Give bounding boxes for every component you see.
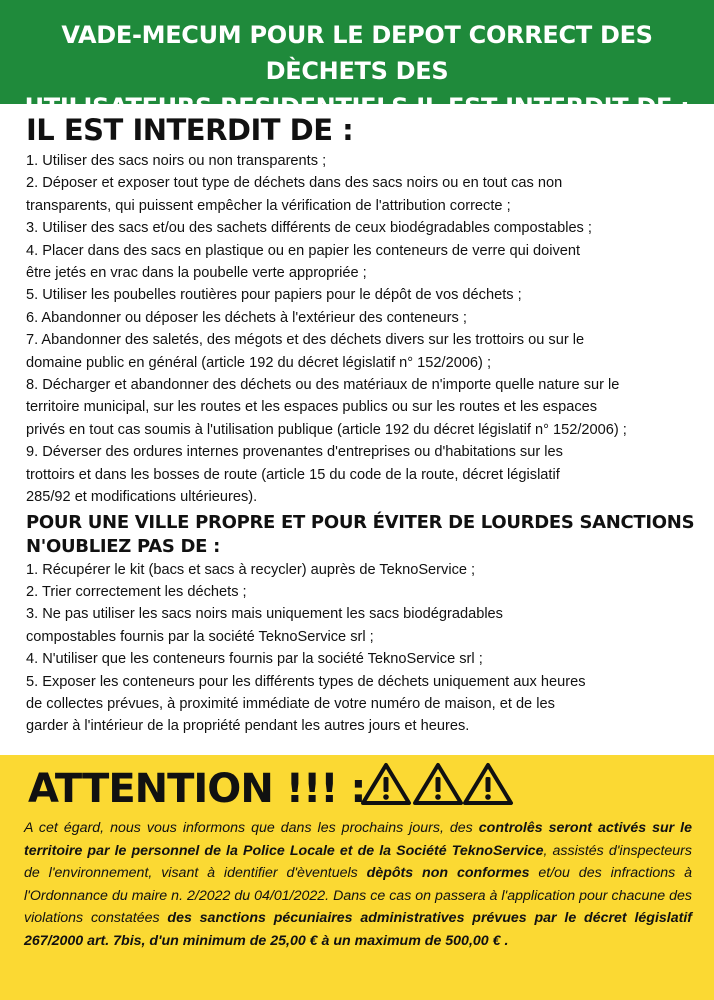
page-header [0, 0, 714, 121]
list-item: 3. Utiliser des sacs et/ou des sachets différents de ceux biodégradables compostables ; [26, 220, 592, 237]
main-content [26, 112, 706, 738]
list-item: 7. Abandonner des saletés, des mégots et des déchets divers sur les trottoirs ou sur le [26, 332, 585, 349]
list-item: 4. Placer dans des sacs en plastique ou en papier les conteneurs de verre qui doivent [26, 242, 581, 259]
reminders-heading-line-1: POUR UNE VILLE PROPRE ET POUR ÉVITER DE LOURDES SANCTIONS [26, 511, 695, 533]
list-item: 6. Abandonner ou déposer les déchets à l'extérieur des conteneurs ; [26, 309, 467, 326]
attention-text-segment: A cet égard, nous vous informons que dans les prochains jours, des [24, 820, 479, 836]
reminders-heading-line-2: N'OUBLIEZ PAS DE : [26, 535, 220, 557]
list-item: 3. Ne pas utiliser les sacs noirs mais uniquement les sacs biodégradables [26, 606, 503, 623]
attention-text-bold-segment: controlês seront activés sur le territoire par le personnel de la Police Locale et de la Société TeknoService [24, 820, 693, 859]
list-item: transparents, qui puissent empêcher la vérification de l'attribution correcte ; [26, 197, 511, 214]
header-title-line-1: VADE-MECUM POUR LE DEPOT CORRECT DES DÈCHETS DES [61, 21, 653, 85]
attention-box [0, 755, 714, 1000]
list-item: compostables fournis par la société TeknoService srl ; [26, 628, 374, 645]
list-item: 2. Déposer et exposer tout type de déchets dans des sacs noirs ou en tout cas non [26, 175, 563, 192]
list-item: trottoirs et dans les bosses de route (article 15 du code de la route, décret législatif [26, 466, 560, 483]
list-item: 5. Utiliser les poubelles routières pour papiers pour le dépôt de vos déchets ; [26, 287, 522, 304]
list-item: 5. Exposer les conteneurs pour les différents types de déchets uniquement aux heures [26, 673, 586, 690]
attention-title: ATTENTION !!! : [28, 766, 366, 812]
attention-text-bold-segment: dèpôts non conformes [366, 865, 530, 881]
attention-text-segment: , assistés d'inspecteurs de l'environnement, visant à identifier d'èventuels [24, 842, 692, 881]
list-item: 4. N'utiliser que les conteneurs fournis par la société TeknoService srl ; [26, 651, 483, 668]
list-item: privés en tout cas soumis à l'utilisation publique (article 192 du décret législatif n° 152/2006) ; [26, 421, 627, 438]
attention-text-segment: et/ou des infractions à l'Ordonnance du maire n. 2/2022 du 04/01/2022. Dans ce cas on passera à l'application pour chacune des violations constatées [24, 865, 693, 926]
attention-text [24, 817, 692, 952]
reminders-heading [26, 511, 706, 559]
attention-text-bold-segment: des sanctions pécuniaires administratives prévues par le décret législatif 267/2000 art. 7bis, d'un minimum de 25,00 € à un maximum de 500,00 € . [24, 910, 692, 949]
list-item: 2. Trier correctement les déchets ; [26, 583, 247, 600]
list-item: 8. Décharger et abandonner des déchets ou des matériaux de n'importe quelle nature sur le [26, 377, 620, 394]
reminders-list [26, 559, 706, 738]
prohibited-heading: IL EST INTERDIT DE : [26, 113, 354, 147]
list-item: 1. Utiliser des sacs noirs ou non transparents ; [26, 153, 327, 169]
list-item: être jetés en vrac dans la poubelle verte appropriée ; [26, 265, 367, 282]
warning-triangle-icon [412, 761, 464, 807]
list-item: 285/92 et modifications ultérieures). [26, 489, 258, 506]
warning-triangle-icon [360, 761, 412, 807]
warning-triangle-icon [462, 761, 514, 807]
list-item: 9. Déverser des ordures internes provenantes d'entreprises ou d'habitations sur les [26, 444, 563, 461]
prohibited-list [26, 150, 706, 509]
header-title-line-2: UTILISATEURS RESIDENTIELS IL EST INTERDIT DE : [24, 93, 690, 121]
list-item: 1. Récupérer le kit (bacs et sacs à recycler) auprès de TeknoService ; [26, 561, 476, 578]
list-item: territoire municipal, sur les routes et les espaces publics ou sur les routes et les espaces [26, 399, 598, 416]
list-item: domaine public en général (article 192 du décret législatif n° 152/2006) ; [26, 354, 492, 371]
list-item: garder à l'intérieur de la propriété pendant les autres jours et heures. [26, 718, 470, 735]
list-item: de collectes prévues, à proximité immédiate de votre numéro de maison, et de les [26, 695, 555, 712]
